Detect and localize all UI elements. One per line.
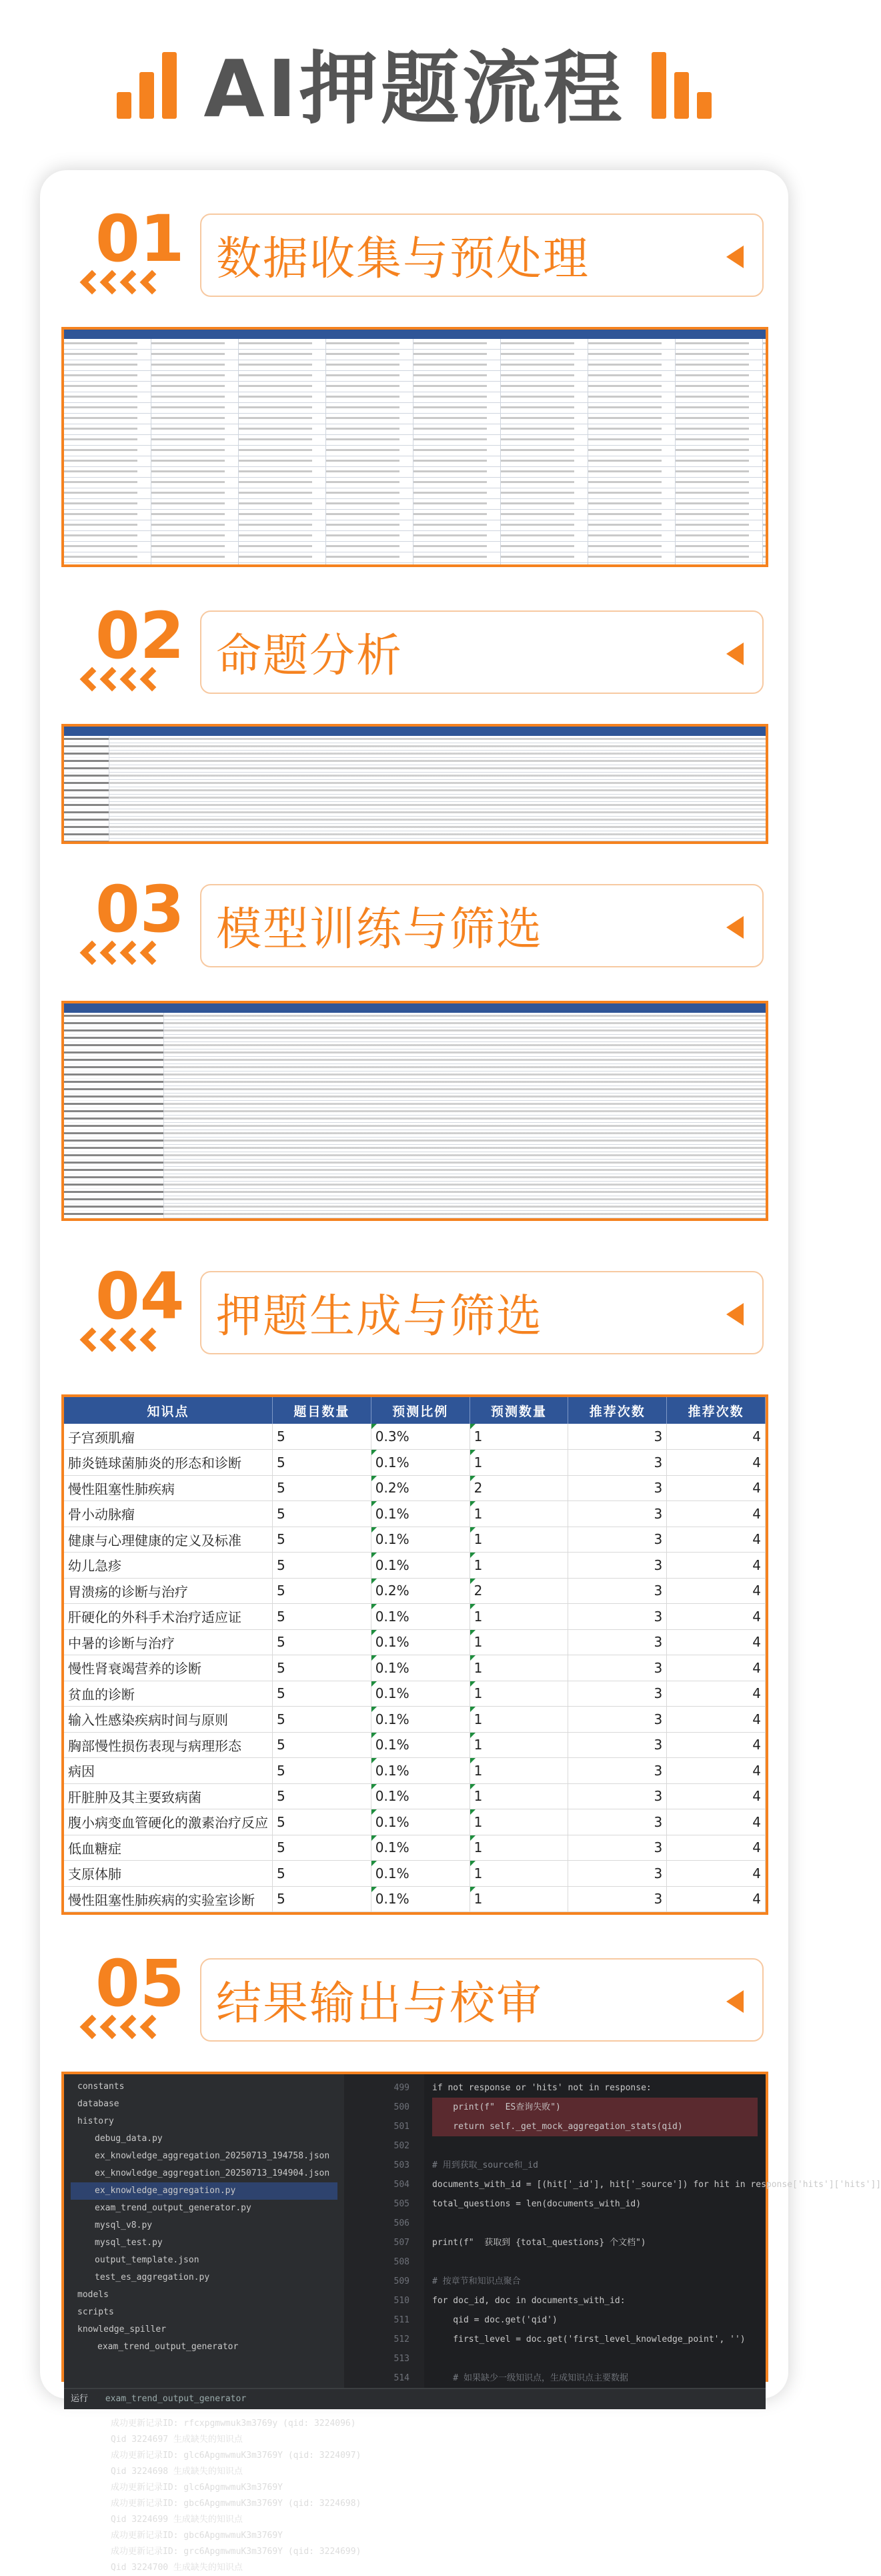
project-tree <box>64 2074 344 2388</box>
table-cell: 3 <box>568 1707 667 1733</box>
table-row <box>64 1475 766 1501</box>
tree-item[interactable]: constants <box>77 2082 125 2092</box>
table-cell: 肺炎链球菌肺炎的形态和诊断 <box>64 1450 273 1476</box>
table-cell: 3 <box>568 1424 667 1450</box>
step-label: 结果输出与校审 <box>216 1978 544 2030</box>
triangle-left-icon <box>726 246 744 268</box>
table-row <box>64 1886 766 1912</box>
prediction-table <box>64 1397 766 1912</box>
line-number: 507 <box>393 2238 409 2248</box>
table-cell: 0.1% <box>371 1655 470 1681</box>
table-row <box>64 1655 766 1681</box>
line-number: 514 <box>393 2373 409 2383</box>
output-line: Qid 3224699 生成缺失的知识点 <box>111 2515 243 2525</box>
table-cell: 1 <box>470 1758 568 1784</box>
page-title: AI押题流程 <box>203 43 625 135</box>
column-header: 预测比例 <box>371 1397 470 1424</box>
table-cell: 4 <box>667 1732 766 1758</box>
table-cell: 3 <box>568 1783 667 1809</box>
line-number: 505 <box>393 2199 409 2209</box>
table-row <box>64 1553 766 1579</box>
table-cell: 0.1% <box>371 1527 470 1553</box>
step-2-header <box>63 598 770 704</box>
table-cell: 4 <box>667 1553 766 1579</box>
table-cell: 1 <box>470 1809 568 1835</box>
output-line: 成功更新记录ID: gbc6ApgmwmuK3m3769Y (qid: 3224698) <box>111 2499 361 2509</box>
table-cell: 4 <box>667 1629 766 1655</box>
table-row <box>64 1707 766 1733</box>
tree-item[interactable]: models <box>77 2290 109 2300</box>
step-number: 03 <box>95 872 185 947</box>
table-cell: 5 <box>273 1861 371 1887</box>
tree-item[interactable]: history <box>77 2116 114 2126</box>
table-cell: 3 <box>568 1758 667 1784</box>
line-number: 499 <box>393 2083 409 2093</box>
line-number: 511 <box>393 2315 409 2325</box>
table-cell: 0.1% <box>371 1629 470 1655</box>
header <box>0 25 828 139</box>
table-cell: 慢性阻塞性肺疾病 <box>64 1475 273 1501</box>
decor-bars-left <box>117 45 177 119</box>
step-4-table-screenshot <box>61 1394 768 1915</box>
table-cell: 5 <box>273 1475 371 1501</box>
triangle-left-icon <box>726 1303 744 1326</box>
column-header: 预测数量 <box>470 1397 568 1424</box>
table-cell: 5 <box>273 1835 371 1861</box>
code-line: # 用到获取_source和_id <box>432 2160 538 2170</box>
tree-item[interactable]: debug_data.py <box>95 2134 163 2144</box>
table-row <box>64 1861 766 1887</box>
line-number: 506 <box>393 2218 409 2228</box>
tree-item[interactable]: exam_trend_output_generator <box>97 2342 239 2352</box>
triangle-left-icon <box>726 916 744 939</box>
tree-item[interactable]: mysql_test.py <box>95 2238 163 2248</box>
table-cell: 肝脏肿及其主要致病菌 <box>64 1783 273 1809</box>
chevron-arrows-icon <box>83 1331 161 1348</box>
table-cell: 0.1% <box>371 1732 470 1758</box>
chevron-arrows-icon <box>83 944 161 961</box>
table-cell: 3 <box>568 1655 667 1681</box>
table-cell: 5 <box>273 1553 371 1579</box>
run-tab[interactable]: exam_trend_output_generator <box>105 2394 247 2404</box>
table-cell: 1 <box>470 1783 568 1809</box>
line-number: 510 <box>393 2296 409 2306</box>
tree-item[interactable]: exam_trend_output_generator.py <box>95 2203 251 2213</box>
table-cell: 3 <box>568 1450 667 1476</box>
tree-item[interactable]: mysql_v8.py <box>95 2220 153 2230</box>
run-output <box>64 2409 766 2576</box>
table-cell: 慢性肾衰竭营养的诊断 <box>64 1655 273 1681</box>
table-cell: 0.1% <box>371 1758 470 1784</box>
line-number: 504 <box>393 2180 409 2190</box>
code-editor <box>424 2074 881 2388</box>
table-cell: 4 <box>667 1681 766 1707</box>
chevron-arrows-icon <box>83 274 161 291</box>
table-cell: 1 <box>470 1655 568 1681</box>
table-cell: 0.1% <box>371 1861 470 1887</box>
table-cell: 1 <box>470 1681 568 1707</box>
step-3-header <box>63 872 770 977</box>
step-number: 04 <box>95 1259 185 1334</box>
table-cell: 5 <box>273 1501 371 1527</box>
step-label-box <box>200 884 764 967</box>
step-number: 05 <box>95 1946 185 2021</box>
table-cell: 1 <box>470 1527 568 1553</box>
table-cell: 3 <box>568 1604 667 1630</box>
step-label: 模型训练与筛选 <box>216 903 544 956</box>
table-cell: 4 <box>667 1809 766 1835</box>
table-cell: 5 <box>273 1809 371 1835</box>
table-cell: 2 <box>470 1475 568 1501</box>
step-label: 数据收集与预处理 <box>216 233 590 286</box>
table-cell: 贫血的诊断 <box>64 1681 273 1707</box>
table-cell: 低血糖症 <box>64 1835 273 1861</box>
table-cell: 幼儿急疹 <box>64 1553 273 1579</box>
code-line: total_questions = len(documents_with_id) <box>432 2199 642 2209</box>
code-line <box>432 2214 758 2233</box>
table-cell: 5 <box>273 1681 371 1707</box>
table-row <box>64 1758 766 1784</box>
table-cell: 肝硬化的外科手术治疗适应证 <box>64 1604 273 1630</box>
table-cell: 1 <box>470 1553 568 1579</box>
run-label: 运行 <box>71 2394 89 2404</box>
step-5-ide-screenshot <box>61 2072 881 2573</box>
code-line: print(f" ES查询失败") <box>432 2098 758 2117</box>
table-cell: 4 <box>667 1501 766 1527</box>
step-4-header <box>63 1259 770 1364</box>
output-line: 成功更新记录ID: glc6ApgmwmuK3m3769Y (qid: 3224097) <box>111 2451 361 2461</box>
output-line: Qid 3224698 生成缺失的知识点 <box>111 2467 243 2477</box>
table-cell: 0.1% <box>371 1553 470 1579</box>
table-row <box>64 1629 766 1655</box>
tree-item[interactable]: ex_knowledge_aggregation_20250713_194904.json <box>95 2168 330 2178</box>
table-row <box>64 1578 766 1604</box>
tree-item[interactable]: ex_knowledge_aggregation.py <box>71 2182 337 2200</box>
table-cell: 3 <box>568 1835 667 1861</box>
table-cell: 3 <box>568 1501 667 1527</box>
table-cell: 3 <box>568 1578 667 1604</box>
table-cell: 5 <box>273 1578 371 1604</box>
table-cell: 3 <box>568 1681 667 1707</box>
code-line: first_level = doc.get('first_level_knowledge_point', '') <box>432 2334 746 2344</box>
step-label-box <box>200 610 764 694</box>
output-line: 成功更新记录ID: grc6ApgmwmuK3m3769Y (qid: 3224699) <box>111 2547 361 2557</box>
column-header: 知识点 <box>64 1397 273 1424</box>
line-number: 501 <box>393 2122 409 2132</box>
output-line: 成功更新记录ID: rfcxpgmwmuk3m3769y (qid: 3224096) <box>111 2419 356 2429</box>
code-line <box>432 2349 758 2369</box>
tree-item[interactable]: ex_knowledge_aggregation_20250713_194758.json <box>95 2151 330 2161</box>
table-cell: 5 <box>273 1450 371 1476</box>
table-cell: 胸部慢性损伤表现与病理形态 <box>64 1732 273 1758</box>
table-cell: 3 <box>568 1809 667 1835</box>
code-line <box>432 2252 758 2272</box>
table-row <box>64 1501 766 1527</box>
table-cell: 0.1% <box>371 1681 470 1707</box>
table-cell: 5 <box>273 1424 371 1450</box>
table-cell: 0.1% <box>371 1886 470 1912</box>
table-cell: 1 <box>470 1501 568 1527</box>
step-5-header <box>63 1946 770 2052</box>
table-cell: 4 <box>667 1783 766 1809</box>
step-number: 02 <box>95 598 185 673</box>
table-cell: 病因 <box>64 1758 273 1784</box>
table-row <box>64 1809 766 1835</box>
table-row <box>64 1835 766 1861</box>
run-toolbar <box>64 2389 766 2409</box>
table-cell: 0.1% <box>371 1809 470 1835</box>
table-row <box>64 1681 766 1707</box>
code-line: for doc_id, doc in documents_with_id: <box>432 2296 626 2306</box>
table-row <box>64 1783 766 1809</box>
line-number: 508 <box>393 2257 409 2267</box>
code-line: if not response or 'hits' not in response: <box>432 2083 652 2093</box>
step-label-box <box>200 1271 764 1354</box>
table-header-row <box>64 1397 766 1424</box>
code-line: return self._get_mock_aggregation_stats(qid) <box>432 2117 758 2136</box>
table-cell: 5 <box>273 1758 371 1784</box>
code-line: # 按章节和知识点聚合 <box>432 2276 521 2286</box>
table-cell: 4 <box>667 1886 766 1912</box>
tree-item[interactable]: output_template.json <box>95 2255 199 2265</box>
table-cell: 3 <box>568 1629 667 1655</box>
triangle-left-icon <box>726 1990 744 2013</box>
table-cell: 骨小动脉瘤 <box>64 1501 273 1527</box>
table-cell: 4 <box>667 1527 766 1553</box>
step-label: 命题分析 <box>216 630 403 683</box>
table-row <box>64 1424 766 1450</box>
table-cell: 3 <box>568 1886 667 1912</box>
table-cell: 3 <box>568 1553 667 1579</box>
line-number: 502 <box>393 2141 409 2151</box>
table-cell: 0.2% <box>371 1578 470 1604</box>
table-cell: 2 <box>470 1578 568 1604</box>
table-cell: 1 <box>470 1629 568 1655</box>
table-cell: 4 <box>667 1475 766 1501</box>
table-cell: 0.1% <box>371 1783 470 1809</box>
table-cell: 0.3% <box>371 1424 470 1450</box>
tree-item[interactable]: test_es_aggregation.py <box>95 2272 210 2282</box>
table-cell: 子宫颈肌瘤 <box>64 1424 273 1450</box>
step-label-box <box>200 1958 764 2042</box>
table-cell: 中暑的诊断与治疗 <box>64 1629 273 1655</box>
table-row <box>64 1732 766 1758</box>
line-number: 512 <box>393 2334 409 2344</box>
table-cell: 5 <box>273 1655 371 1681</box>
table-cell: 1 <box>470 1450 568 1476</box>
decor-bars-right <box>652 45 712 119</box>
chevron-arrows-icon <box>83 671 161 688</box>
table-cell: 0.1% <box>371 1707 470 1733</box>
table-cell: 1 <box>470 1886 568 1912</box>
step-1-spreadsheet-screenshot <box>61 327 768 567</box>
table-cell: 0.1% <box>371 1450 470 1476</box>
table-cell: 3 <box>568 1861 667 1887</box>
ide-window <box>64 2074 881 2573</box>
table-cell: 5 <box>273 1783 371 1809</box>
column-header: 题目数量 <box>273 1397 371 1424</box>
table-cell: 输入性感染疾病时间与原则 <box>64 1707 273 1733</box>
table-cell: 4 <box>667 1450 766 1476</box>
table-cell: 5 <box>273 1604 371 1630</box>
tree-item[interactable]: scripts <box>77 2307 114 2317</box>
table-cell: 4 <box>667 1578 766 1604</box>
line-number: 503 <box>393 2160 409 2170</box>
line-number: 500 <box>393 2102 409 2112</box>
table-cell: 4 <box>667 1424 766 1450</box>
tree-item[interactable]: knowledge_spiller <box>77 2324 167 2334</box>
line-number: 513 <box>393 2354 409 2364</box>
table-cell: 1 <box>470 1732 568 1758</box>
table-cell: 1 <box>470 1707 568 1733</box>
table-cell: 3 <box>568 1475 667 1501</box>
table-cell: 4 <box>667 1707 766 1733</box>
table-cell: 0.1% <box>371 1501 470 1527</box>
code-line: # 如果缺少一级知识点，生成知识点主要数据 <box>432 2373 628 2383</box>
code-line: qid = doc.get('qid') <box>432 2315 558 2325</box>
code-line: documents_with_id = [(hit['_id'], hit['_source']) for hit in response['hits']['hits']] <box>432 2180 881 2190</box>
step-1-header <box>63 201 770 307</box>
table-cell: 支原体肺 <box>64 1861 273 1887</box>
table-row <box>64 1450 766 1476</box>
tree-item[interactable]: database <box>77 2099 119 2109</box>
table-cell: 5 <box>273 1707 371 1733</box>
table-cell: 5 <box>273 1629 371 1655</box>
line-number-gutter <box>344 2074 424 2388</box>
table-cell: 1 <box>470 1861 568 1887</box>
table-cell: 5 <box>273 1886 371 1912</box>
table-cell: 健康与心理健康的定义及标准 <box>64 1527 273 1553</box>
table-cell: 3 <box>568 1732 667 1758</box>
table-row <box>64 1527 766 1553</box>
table-row <box>64 1604 766 1630</box>
table-cell: 0.1% <box>371 1604 470 1630</box>
step-number: 01 <box>95 201 185 276</box>
line-number: 509 <box>393 2276 409 2286</box>
run-panel <box>64 2388 766 2573</box>
table-cell: 5 <box>273 1732 371 1758</box>
output-line: Qid 3224700 生成缺失的知识点 <box>111 2563 243 2573</box>
step-label-box <box>200 213 764 297</box>
table-cell: 3 <box>568 1527 667 1553</box>
code-line <box>432 2136 758 2156</box>
table-cell: 胃溃疡的诊断与治疗 <box>64 1578 273 1604</box>
table-cell: 腹小病变血管硬化的激素治疗反应 <box>64 1809 273 1835</box>
table-cell: 5 <box>273 1527 371 1553</box>
column-header: 推荐次数 <box>667 1397 766 1424</box>
table-cell: 慢性阻塞性肺疾病的实验室诊断 <box>64 1886 273 1912</box>
table-cell: 4 <box>667 1604 766 1630</box>
table-cell: 4 <box>667 1861 766 1887</box>
step-3-spreadsheet-screenshot <box>61 1001 768 1221</box>
triangle-left-icon <box>726 642 744 665</box>
table-cell: 0.1% <box>371 1835 470 1861</box>
chevron-arrows-icon <box>83 2018 161 2036</box>
table-cell: 4 <box>667 1835 766 1861</box>
output-line: 成功更新记录ID: gbc6ApgmwmuK3m3769Y <box>111 2531 283 2541</box>
table-cell: 1 <box>470 1835 568 1861</box>
code-line: print(f" 获取到 {total_questions} 个文档") <box>432 2238 646 2248</box>
table-cell: 0.2% <box>371 1475 470 1501</box>
output-line: Qid 3224697 生成缺失的知识点 <box>111 2435 243 2445</box>
table-cell: 4 <box>667 1758 766 1784</box>
table-cell: 1 <box>470 1424 568 1450</box>
table-cell: 4 <box>667 1655 766 1681</box>
column-header: 推荐次数 <box>568 1397 667 1424</box>
table-cell: 1 <box>470 1604 568 1630</box>
output-line: 成功更新记录ID: glc6ApgmwmuK3m3769Y <box>111 2483 283 2493</box>
step-2-spreadsheet-screenshot <box>61 724 768 844</box>
step-label: 押题生成与筛选 <box>216 1290 544 1343</box>
